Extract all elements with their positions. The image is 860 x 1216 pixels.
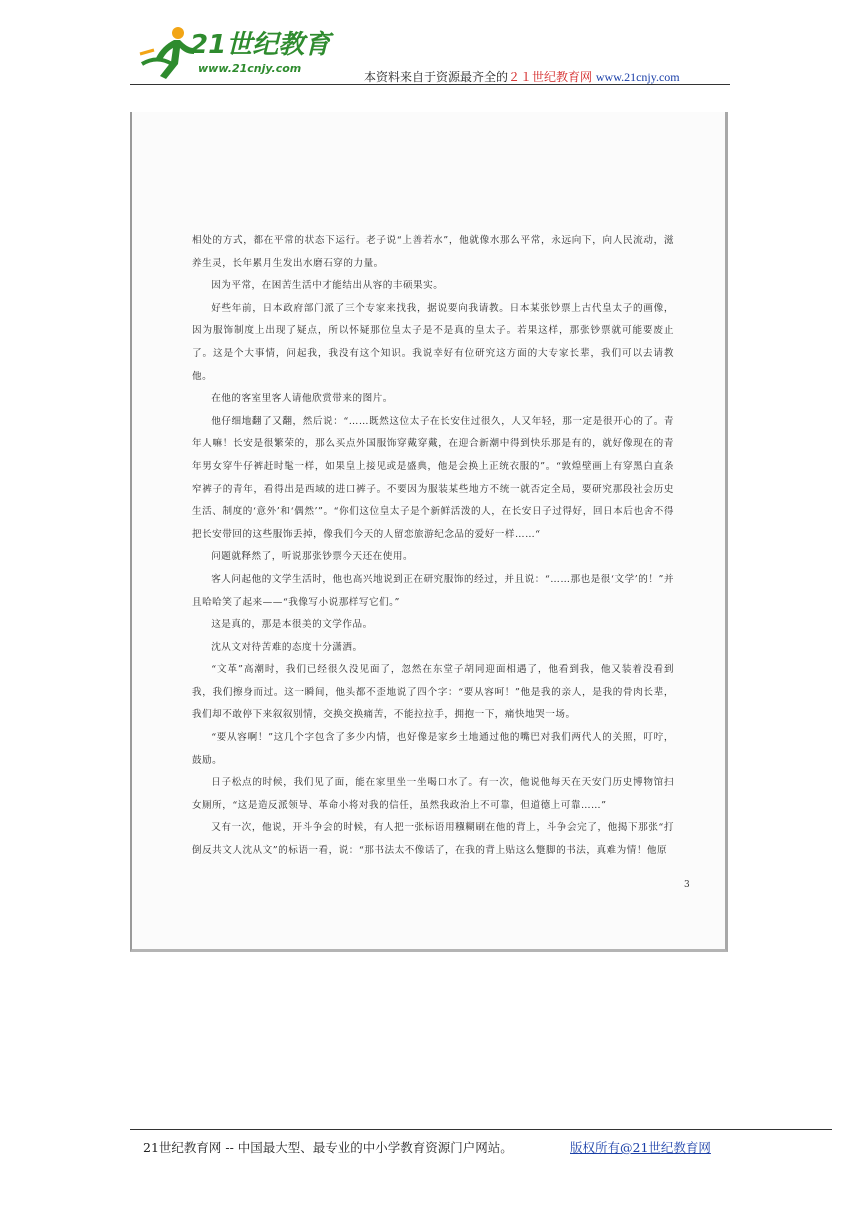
body-paragraph: 客人问起他的文学生活时，他也高兴地说到正在研究服饰的经过，并且说：“……那也是很‘文学’的！”并且哈哈笑了起来——“我像写小说那样写它们。”	[192, 573, 674, 608]
footer-site-description: 21世纪教育网 -- 中国最大型、最专业的中小学教育资源门户网站。	[143, 1140, 513, 1155]
body-paragraph: 问题就释然了，听说那张钞票今天还在使用。	[211, 551, 414, 563]
body-paragraph: 因为平常，在困苦生活中才能结出从容的丰硕果实。	[211, 280, 444, 292]
body-paragraph: 在他的客室里客人请他欣赏带来的图片。	[211, 393, 393, 405]
body-paragraph: 他仔细地翻了又翻，然后说：“……既然这位太子在长安住过很久，人又年轻，那一定是很开心的了。青年人嘛！长安是很繁荣的，那么买点外国服饰穿戴穿戴，在迎合新潮中得到快乐那是有的，就好像现在的青年男女穿牛仔裤赶时髦一样，如果皇上接见或是盛典，他是会换上正统衣服的”。“敦煌壁画上有穿黑白直条窄裤子的青年，看得出是西域的进口裤子。不要因为服装某些地方不统一就否定全局，要研究那段社会历史生活、制度的‘意外’和‘偶然’”。“你们这位皇太子是个新鲜活泼的人，在长安日子过得好，回日本后也舍不得把长安带回的这些服饰丢掉，像我们今天的人留恋旅游纪念品的爱好一样……“	[192, 415, 674, 540]
header-brand-name: ２１世纪教育网	[508, 70, 593, 84]
header-note-prefix: 本资料来自于资源最齐全的	[364, 70, 509, 84]
header-source-note	[364, 68, 680, 85]
page-header	[130, 18, 730, 86]
header-divider	[130, 84, 730, 85]
footer-divider	[130, 1129, 832, 1130]
scanned-page-body	[192, 230, 674, 863]
footer-copyright-link[interactable]: 版权所有@21世纪教育网	[570, 1140, 711, 1155]
site-logo[interactable]	[130, 18, 340, 86]
body-paragraph: 又有一次，他说，开斗争会的时候，有人把一张标语用糨糊刷在他的背上，斗争会完了，他揭下那张“打倒反共文人沈从文”的标语一看，说：“那书法太不像话了，在我的背上贴这么蹩脚的书法，真难为情！他原	[192, 822, 674, 857]
logo-wordmark: 21世纪教育	[190, 30, 331, 60]
logo-url: www.21cnjy.com	[198, 62, 302, 75]
body-paragraph: “要从容啊！”这几个字包含了多少内情，也好像是家乡土地通过他的嘴巴对我们两代人的关照，叮咛，鼓励。	[192, 732, 674, 766]
body-paragraph: 相处的方式，都在平常的状态下运行。老子说“上善若水”，他就像水那么平常，永远向下，向人民流动，滋养生灵，长年累月生发出水磨石穿的力量。	[192, 235, 674, 269]
body-paragraph: 这是真的，那是本很美的文学作品。	[211, 619, 373, 631]
header-url-link[interactable]: www.21cnjy.com	[595, 70, 680, 84]
body-paragraph: 好些年前，日本政府部门派了三个专家来找我，据说要向我请教。日本某张钞票上古代皇太子的画像，因为服饰制度上出现了疑点，所以怀疑那位皇太子是不是真的皇太子。若果这样，那张钞票就可能要废止了。这是个大事情，问起我，我没有这个知识。我说幸好有位研究这方面的大专家长辈，我们可以去请教他。	[192, 302, 674, 382]
body-paragraph: 沈从文对待苦难的态度十分潇洒。	[211, 641, 363, 653]
body-paragraph: “文革”高潮时，我们已经很久没见面了，忽然在东堂子胡同迎面相遇了，他看到我，他又装着没看到我，我们擦身而过。这一瞬间，他头都不歪地说了四个字：“要从容呵！”他是我的亲人，是我的骨肉长辈，我们却不敢停下来叙叙别情，交换交换痛苦，不能拉拉手，拥抱一下，痛快地哭一场。	[192, 664, 674, 721]
body-paragraph: 日子松点的时候，我们见了面，能在家里坐一坐喝口水了。有一次，他说他每天在天安门历史博物馆扫女厕所，“这是造反派领导、革命小将对我的信任，虽然我政治上不可靠，但道德上可靠……”	[192, 777, 674, 811]
running-figure-logo-icon	[138, 24, 198, 82]
scanned-page	[130, 112, 728, 952]
page-number: 3	[684, 880, 690, 890]
